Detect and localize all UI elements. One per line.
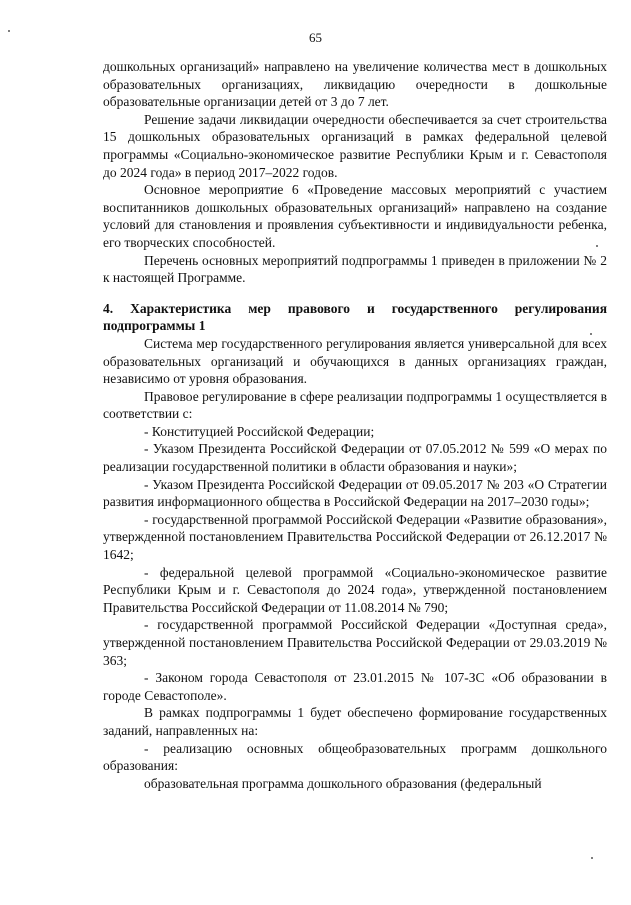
paragraph: Основное мероприятие 6 «Проведение массовых мероприятий с участием воспитанников дошкольных образовательных организаций» направлено на создание условий для становления и проявления субъективности и индивидуальности ребенка, его творческих способностей. bbox=[103, 182, 607, 250]
scan-speck bbox=[590, 333, 592, 335]
section-heading: 4. Характеристика мер правового и государственного регулирования подпрограммы 1 bbox=[103, 300, 607, 334]
paragraph: Перечень основных мероприятий подпрограммы 1 приведен в приложении № 2 к настоящей Программе. bbox=[103, 252, 607, 286]
page-number: 65 bbox=[309, 30, 322, 45]
list-item: - федеральной целевой программой «Социально-экономическое развитие Республики Крым и г. Севастополя до 2024 года», утвержденной постановлением Правительства Российской Федерации от 11.08.2014 № 790; bbox=[103, 564, 607, 615]
list-item: - Указом Президента Российской Федерации от 07.05.2012 № 599 «О мерах по реализации государственной политики в области образования и науки»; bbox=[103, 441, 607, 475]
paragraph: Решение задачи ликвидации очередности обеспечивается за счет строительства 15 дошкольных образовательных организаций в рамках федеральной целевой программы «Социально-экономическое развитие Республики Крым и г. Севастополя до 2024 года» в период 2017–2022 годов. bbox=[103, 111, 607, 180]
list-item: - реализацию основных общеобразовательных программ дошкольного образования: bbox=[103, 740, 607, 774]
paragraph: дошкольных организаций» направлено на увеличение количества мест в дошкольных образовательных организациях, ликвидацию очередности в дошкольные образовательные организации детей от 3 до 7 лет. bbox=[103, 59, 607, 110]
list-item: - государственной программой Российской Федерации «Развитие образования», утвержденной постановлением Правительства Российской Федерации от 26.12.2017 № 1642; bbox=[103, 511, 607, 563]
list-item: - Указом Президента Российской Федерации от 09.05.2017 № 203 «О Стратегии развития информационного общества в Российской Федерации на 2017–2030 годы»; bbox=[103, 476, 607, 510]
paragraph: Правовое регулирование в сфере реализации подпрограммы 1 осуществляется в соответствии с: bbox=[103, 388, 607, 422]
paragraph: образовательная программа дошкольного образования (федеральный bbox=[144, 775, 542, 791]
list-item: - Законом города Севастополя от 23.01.2015 № 107-ЗС «Об образовании в городе Севастополе». bbox=[103, 670, 607, 703]
paragraph: Система мер государственного регулирования является универсальной для всех образовательных организаций и обучающихся в данных организациях граждан, независимо от уровня образования. bbox=[103, 335, 607, 387]
list-item: - Конституцией Российской Федерации; bbox=[144, 423, 375, 439]
scan-speck bbox=[591, 857, 593, 859]
document-body bbox=[103, 58, 607, 792]
scan-speck bbox=[8, 30, 10, 32]
paragraph: В рамках подпрограммы 1 будет обеспечено формирование государственных заданий, направленных на: bbox=[103, 705, 607, 738]
scan-speck bbox=[596, 245, 598, 247]
list-item: - государственной программой Российской Федерации «Доступная среда», утвержденной постановлением Правительства Российской Федерации от 29.03.2019 № 363; bbox=[103, 617, 607, 668]
